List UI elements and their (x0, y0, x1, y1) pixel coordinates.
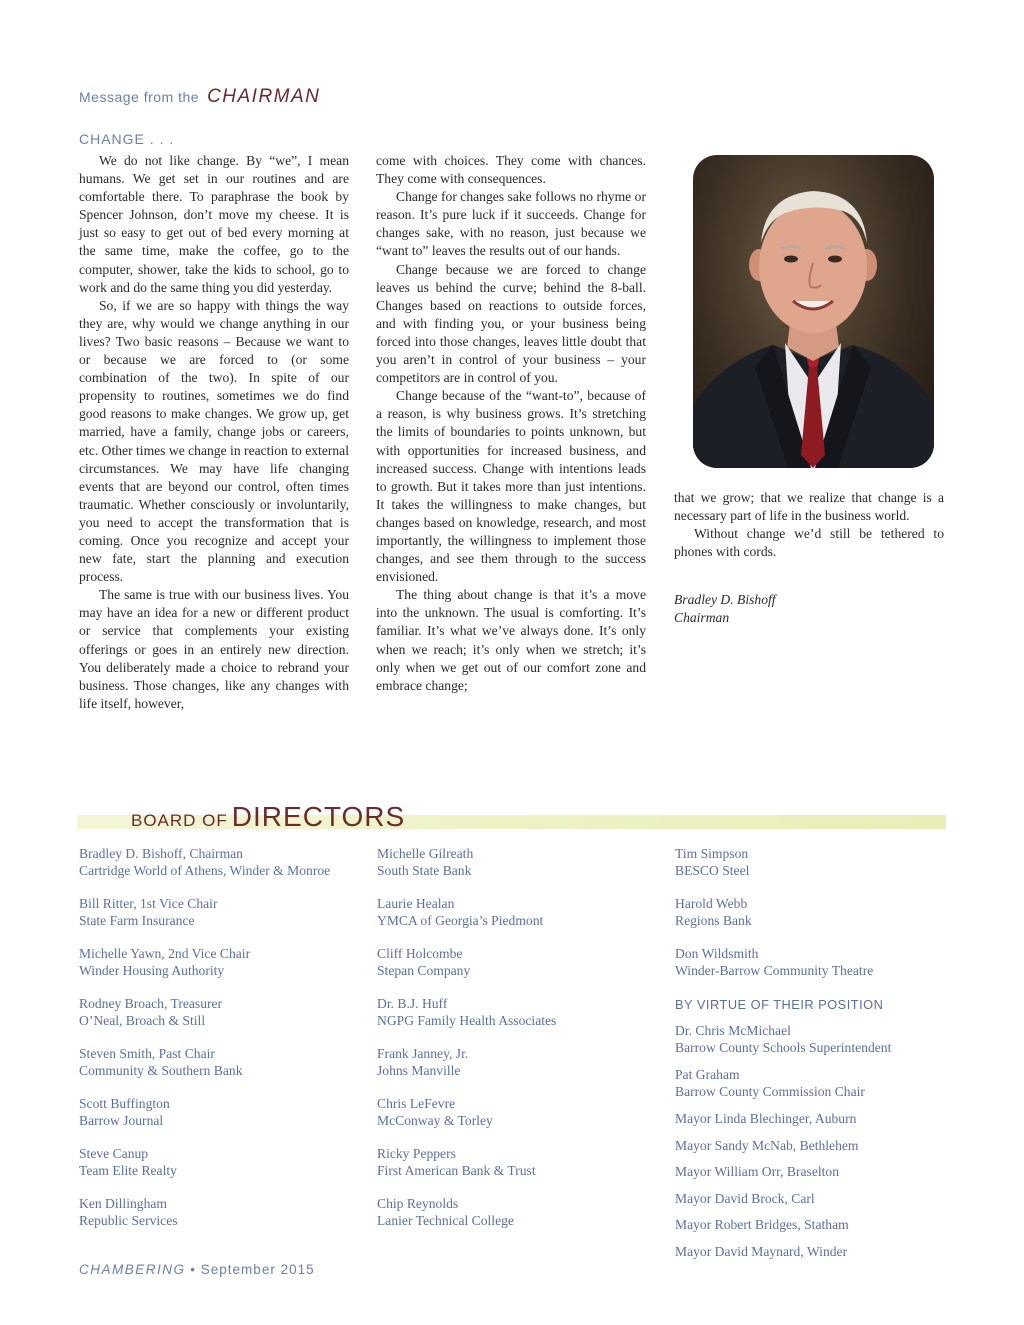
virtue-entry: Mayor Robert Bridges, Statham (675, 1217, 849, 1232)
director-entry (377, 1195, 514, 1229)
director-org: Republic Services (79, 1213, 178, 1228)
footer-bullet: • (190, 1262, 197, 1277)
page-footer (79, 1262, 315, 1277)
director-entry (79, 995, 222, 1029)
director-name: Cliff Holcombe (377, 946, 463, 961)
director-org: Winder Housing Authority (79, 963, 225, 978)
article-column-2 (376, 152, 646, 695)
virtue-heading: BY VIRTUE OF THEIR POSITION (675, 997, 884, 1012)
virtue-name: Dr. Chris McMichael (675, 1023, 791, 1038)
virtue-org: Barrow County Commission Chair (675, 1084, 865, 1099)
director-entry (377, 895, 543, 929)
virtue-entry: Mayor William Orr, Braselton (675, 1164, 840, 1179)
director-org: O’Neal, Broach & Still (79, 1013, 206, 1028)
virtue-entry: Mayor David Brock, Carl (675, 1191, 815, 1206)
director-org: Community & Southern Bank (79, 1063, 243, 1078)
director-name: Tim Simpson (675, 846, 749, 861)
director-name: Frank Janney, Jr. (377, 1046, 469, 1061)
director-name: Don Wildsmith (675, 946, 759, 961)
director-org: State Farm Insurance (79, 913, 195, 928)
director-entry (675, 945, 873, 979)
director-name: Scott Buffington (79, 1096, 170, 1111)
article-column-1 (79, 152, 349, 713)
director-org: YMCA of Georgia’s Piedmont (377, 913, 544, 928)
director-org: Cartridge World of Athens, Winder & Monroe (79, 863, 331, 878)
signature-name: Bradley D. Bishoff (674, 592, 776, 608)
director-entry (79, 895, 217, 929)
article-column-3 (674, 489, 944, 627)
paragraph: Without change we’d still be tethered to phones with cords. (674, 526, 944, 560)
director-entry (675, 895, 752, 929)
director-entry (377, 1145, 536, 1179)
director-entry (79, 1095, 170, 1129)
director-name: Bill Ritter, 1st Vice Chair (79, 896, 218, 911)
director-entry (377, 995, 556, 1029)
director-name: Michelle Yawn, 2nd Vice Chair (79, 946, 251, 961)
article-heading: CHANGE . . . (79, 131, 175, 147)
director-org: NGPG Family Health Associates (377, 1013, 557, 1028)
virtue-entry (675, 1066, 865, 1100)
virtue-entry (675, 1022, 891, 1056)
director-org: BESCO Steel (675, 863, 750, 878)
virtue-entry: Mayor David Maynard, Winder (675, 1244, 848, 1259)
director-org: McConway & Torley (377, 1113, 493, 1128)
director-entry (377, 1045, 468, 1079)
director-name: Ricky Peppers (377, 1146, 456, 1161)
director-org: Team Elite Realty (79, 1163, 177, 1178)
director-name: Michelle Gilreath (377, 846, 474, 861)
director-entry (79, 1195, 178, 1229)
director-name: Chip Reynolds (377, 1196, 459, 1211)
paragraph: come with choices. They come with chances. They come with consequences. (376, 153, 646, 187)
director-entry (377, 1095, 493, 1129)
paragraph: that we grow; that we realize that change is a necessary part of life in the business world. (674, 490, 944, 524)
director-entry (79, 1145, 177, 1179)
director-entry (79, 945, 250, 979)
paragraph: The thing about change is that it’s a move into the unknown. The usual is comforting. It’s familiar. It’s what we’ve always done. It’s only when we reach; it’s only when we stretch; it’s only when we get out of our comfort zone and embrace change; (376, 587, 646, 693)
virtue-entry: Mayor Sandy McNab, Bethlehem (675, 1138, 859, 1153)
director-name: Steven Smith, Past Chair (79, 1046, 215, 1061)
paragraph: Change because we are forced to change leaves us behind the curve; behind the 8-ball. Changes based on reactions to outside forces, and with finding you, or your business being forced into those changes, leaves little doubt that you aren’t in control of your business – your competitors are in control of you. (376, 261, 646, 386)
director-entry (79, 1045, 243, 1079)
footer-date: September 2015 (200, 1262, 315, 1277)
director-org: First American Bank & Trust (377, 1163, 536, 1178)
paragraph: So, if we are so happy with things the way they are, why would we change anything in our lives? Two basic reasons – Because we want to or because we are forced to (or some combination of the two). In spite of our propensity to routines, sometimes we do find good reasons to make changes. We grow up, get married, have a family, change jobs or careers, etc. Other times we change in reaction to external circumstances. We may have life changing events that are beyond our control, often times traumatic. Whether consciously or involuntarily, you need to accept the transformation that is coming. Once you recognize and accept your new fate, start the planning and execution process. (79, 297, 349, 585)
header-title: CHAIRMAN (207, 86, 321, 107)
page-header (79, 86, 320, 108)
virtue-entry: Mayor Linda Blechinger, Auburn (675, 1111, 857, 1126)
header-prefix: Message from the (79, 89, 200, 105)
director-name: Steve Canup (79, 1146, 149, 1161)
virtue-org: Barrow County Schools Superintendent (675, 1040, 892, 1055)
director-entry (377, 945, 470, 979)
chairman-photo (693, 155, 934, 468)
paragraph: Change for changes sake follows no rhyme or reason. It’s pure luck if it succeeds. Change for changes sake, with no reason, just because we “want to” leaves the results out of our hands. (376, 189, 646, 259)
footer-magazine: CHAMBERING (79, 1262, 186, 1277)
board-heading-large: DIRECTORS (231, 801, 406, 832)
director-name: Laurie Healan (377, 896, 455, 911)
director-org: Stepan Company (377, 963, 471, 978)
board-heading (131, 801, 405, 833)
director-entry (377, 845, 473, 879)
director-org: Barrow Journal (79, 1113, 164, 1128)
paragraph: The same is true with our business lives. You may have an idea for a new or different product or service that complements your existing offerings or goes in an entirely new direction. You deliberately made a choice to rebrand your business. Those changes, like any changes with life itself, however, (79, 587, 349, 711)
director-name: Ken Dillingham (79, 1196, 167, 1211)
paragraph: We do not like change. By “we”, I mean humans. We get set in our routines and are comfortable there. To paraphrase the book by Spencer Johnson, don’t move my cheese. It is just so easy to get out of bed every morning at the same time, make the coffee, go to the computer, shower, take the kids to school, go to work and do the same thing you did yesterday. (79, 153, 349, 295)
virtue-name: Pat Graham (675, 1067, 740, 1082)
signature (674, 591, 944, 627)
director-entry (675, 845, 749, 879)
signature-title: Chairman (674, 610, 730, 626)
director-entry (79, 845, 330, 879)
director-org: Regions Bank (675, 913, 752, 928)
director-org: Lanier Technical College (377, 1213, 514, 1228)
director-name: Harold Webb (675, 896, 748, 911)
director-org: Johns Manville (377, 1063, 461, 1078)
paragraph: Change because of the “want-to”, because of a reason, is why business grows. It’s stretching the limits of boundaries to points unknown, but with opportunities for increased business, and increased success. Change with intentions leads to growth. But it takes more than just intentions. It takes the willingness to make changes, but changes based on knowledge, research, and most importantly, the willingness to implement those changes, and see them through to the success envisioned. (376, 388, 646, 585)
director-name: Chris LeFevre (377, 1096, 456, 1111)
board-heading-small: BOARD OF (131, 811, 228, 830)
director-name: Dr. B.J. Huff (377, 996, 448, 1011)
director-org: South State Bank (377, 863, 472, 878)
director-name: Bradley D. Bishoff, Chairman (79, 846, 243, 861)
director-org: Winder-Barrow Community Theatre (675, 963, 874, 978)
director-name: Rodney Broach, Treasurer (79, 996, 223, 1011)
